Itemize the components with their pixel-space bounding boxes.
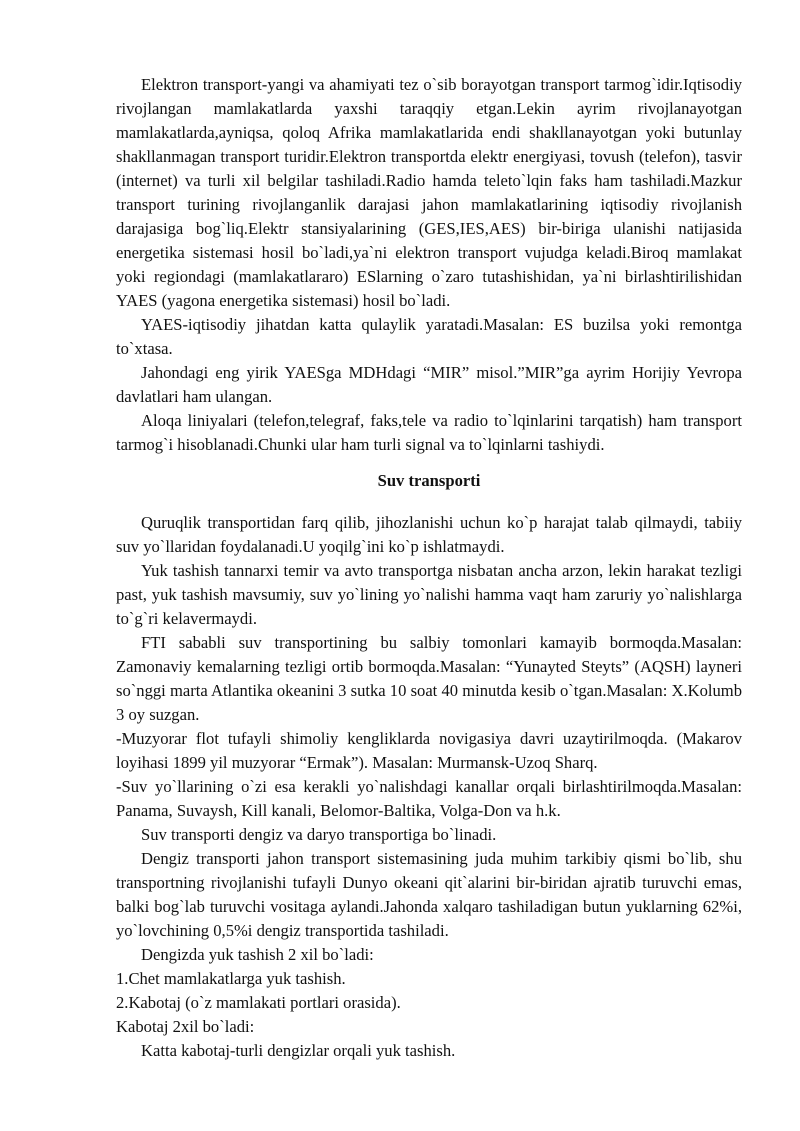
paragraph-yuk-tashish: Yuk tashish tannarxi temir va avto transportga nisbatan ancha arzon, lekin harakat tezligi past, yuk tashish mavsumiy, suv yo`lining yo`nalishi hamma vaqt ham zaruriy yo`nalishlarga to`g`ri kelavermaydi. [116, 561, 742, 628]
list-item: Kabotaj 2xil bo`ladi: [116, 1017, 255, 1036]
paragraph-dengizda-yuk: Dengizda yuk tashish 2 xil bo`ladi: [141, 945, 374, 964]
document-page [116, 73, 742, 1063]
list-item: 1.Chet mamlakatlarga yuk tashish. [116, 969, 346, 988]
paragraph-mir: Jahondagi eng yirik YAESga MDHdagi “MIR” misol.”MIR”ga ayrim Horijiy Yevropa davlatlari ham ulangan. [116, 363, 742, 406]
paragraph-suv-transporti-bolinishi: Suv transporti dengiz va daryo transportiga bo`linadi. [141, 825, 497, 844]
paragraph-dengiz-transporti: Dengiz transporti jahon transport sistemasining juda muhim tarkibiy qismi bo`lib, shu transportning rivojlanishi tufayli Dunyo okeani qit`alarini bir-biridan ajratib turuvchi emas, balki bog`lab turuvchi vositaga aylandi.Jahonda xalqaro tashiladigan butun yuklarning 62%i, yo`lovchining 0,5%i dengiz transportida tashiladi. [116, 849, 742, 940]
paragraph-katta-kabotaj: Katta kabotaj-turli dengizlar orqali yuk tashish. [141, 1041, 456, 1060]
paragraph-aloqa: Aloqa liniyalari (telefon,telegraf, faks,tele va radio to`lqinlarini tarqatish) ham transport tarmog`i hisoblanadi.Chunki ular ham turli signal va to`lqinlarni tashiydi. [116, 411, 742, 454]
paragraph-kanallar: -Suv yo`llarining o`zi esa kerakli yo`nalishdagi kanallar orqali birlashtirilmoqda.Masalan: Panama, Suvaysh, Kill kanali, Belomor-Baltika, Volga-Don va h.k. [116, 777, 742, 820]
paragraph-muzyorar: -Muzyorar flot tufayli shimoliy kengliklarda novigasiya davri uzaytirilmoqda. (Makarov loyihasi 1899 yil muzyorar “Ermak”). Masalan: Murmansk-Uzoq Sharq. [116, 729, 742, 772]
paragraph-yaes: YAES-iqtisodiy jihatdan katta qulaylik yaratadi.Masalan: ES buzilsa yoki remontga to`xtasa. [116, 315, 742, 358]
paragraph-fti: FTI sababli suv transportining bu salbiy tomonlari kamayib bormoqda.Masalan: Zamonaviy kemalarning tezligi ortib bormoqda.Masalan: “Yunayted Steyts” (AQSH) layneri so`nggi marta Atlantika okeanini 3 sutka 10 soat 40 minutda kesib o`tgan.Masalan: X.Kolumb 3 oy suzgan. [116, 633, 742, 724]
section-heading: Suv transporti [377, 471, 481, 490]
paragraph-quruqlik: Quruqlik transportidan farq qilib, jihozlanishi uchun ko`p harajat talab qilmaydi, tabiiy suv yo`llaridan foydalanadi.U yoqilg`ini ko`p ishlatmaydi. [116, 513, 742, 556]
paragraph-elektron-transport: Elektron transport-yangi va ahamiyati tez o`sib borayotgan transport tarmog`idir.Iqtisodiy rivojlangan mamlakatlarda yaxshi taraqqiy etgan.Lekin ayrim rivojlanayotgan mamlakatlarda,ayniqsa, qoloq Afrika mamlakatlarida endi shakllanayotgan yoki butunlay shakllanmagan transport turidir.Elektron transportda elektr energiyasi, tovush (telefon), tasvir (internet) va turli xil belgilar tashiladi.Radio hamda teleto`lqin faks ham tashiladi.Mazkur transport turining rivojlanganlik darajasi jahon mamlakatlarining iqtisodiy rivojlanish darajasiga bog`liq.Elektr stansiyalarining (GES,IES,AES) bir-biriga ulanishi natijasida energetika sistemasi hosil bo`ladi,ya`ni elektron transport vujudga keladi.Biroq mamlakat yoki regiondagi (mamlakatlararo) ESlarning o`zaro tutashishidan, ya`ni birlashtirilishidan YAES (yagona energetika sistemasi) hosil bo`ladi. [116, 75, 742, 310]
list-item: 2.Kabotaj (o`z mamlakati portlari orasida). [116, 993, 401, 1012]
